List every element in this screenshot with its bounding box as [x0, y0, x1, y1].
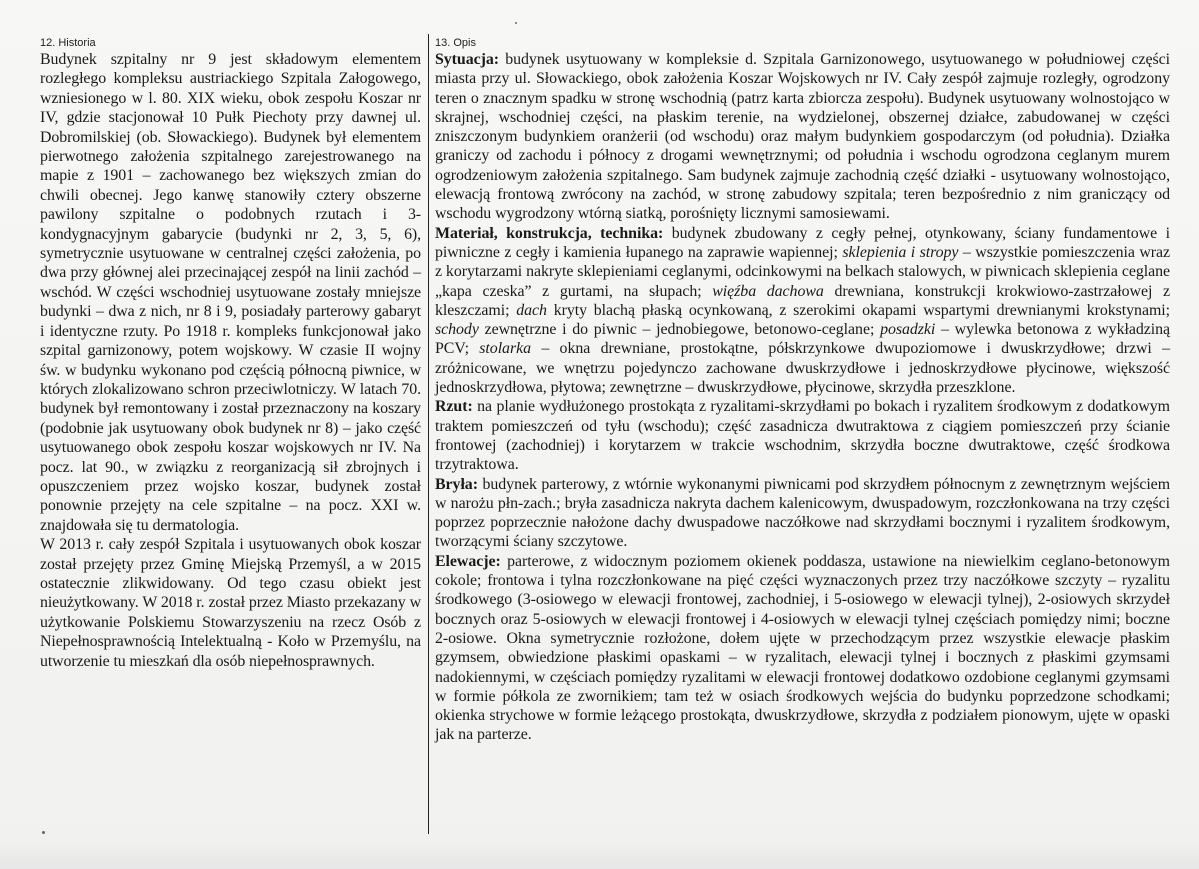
- material-term-schody: schody: [435, 321, 479, 339]
- elewacje-label: Elewacje:: [435, 552, 501, 570]
- description-column: [435, 36, 1170, 745]
- history-heading: 12. Historia: [40, 37, 96, 49]
- history-body: [40, 50, 421, 671]
- elewacje-text: parterowe, z widocznym poziomem okienek poddasza, ustawione na niewielkim ceglano-betonowym cokole; frontowa i tylna rozczłonkowane na pięć części wyznaczonych przez trzy naczółkowe szczyty – ryzalitu środkowego (3-osiowego w elewacji frontowej, zachodniej, i 5-osiowego w elewacji tylnej), 2-osiowych skrzydeł bocznych oraz 5-osiowych w elewacji frontowej i 4-osiowych w elewacji tylnej częściach pomiędzy nimi; boczne 2-osiowe. Okna symetrycznie rozłożone, dołem ujęte w przechodzącym przez wszystkie elewacje płaskim gzymsem, obwiedzione płaskimi opaskami – w ryzalitach, elewacji tylnej i bocznych z płaskimi gzymsami nadokiennymi, w częściach pomiędzy ryzalitami w elewacji frontowej dodatkowo ozdobione ceglanymi gzymsami w formie półkola ze zwornikiem; tam też w osiach środkowych wejścia do budynku poprzedzone schodkami; okienka strychowe w formie leżącego prostokąta, dwuskrzydłowe, skrzydła z podziałem pionowym, ujęte w opaski jak na parterze.: [435, 552, 1170, 744]
- sytuacja-text: budynek usytuowany w kompleksie d. Szpitala Garnizonowego, usytuowanego w południowej części miasta przy ul. Słowackiego, obok założenia Koszar Wojskowych nr IV. Cały zespół zajmuje rozległy, ogrodzony teren o znacznym spadku w stronę wschodnią (patrz karta zbiorcza zespołu). Budynek usytuowany wolnostojąco w skrajnej, wschodniej części, na płaskim terenie, na wydzielonej, obszernej działce, zabudowanej w części zniszczonym budynkiem oranżerii (od wschodu) oraz małym budynkiem gospodarczym (od południa). Działka graniczy od zachodu i północy z drogami wewnętrznymi; od południa i wschodu ogrodzona ceglanym murem ogrodzeniowym założenia szpitalnego. Sam budynek zajmuje zachodnią część działki - usytuowany wolnostojąco, elewacją frontową zwrócony na zachód, w stronę zabudowy szpitala; teren bezpośrednio z nim graniczący od wschodu wygrodzony wtórną siatką, porośnięty licznymi samosiewami.: [435, 51, 1170, 223]
- material-term-posadzki: posadzki: [880, 321, 936, 339]
- rzut-label: Rzut:: [435, 398, 473, 416]
- material-term-stolarka: stolarka: [479, 340, 531, 358]
- material-text-5: zewnętrzne i do piwnic – jednobiegowe, betonowo-ceglane;: [478, 321, 881, 339]
- material-text-4: kryty blachą płaską ocynkowaną, z szerokimi okapami wspartymi drewnianymi krokstynami;: [546, 301, 1170, 319]
- material-label: Materiał, konstrukcja, technika:: [435, 224, 664, 242]
- sytuacja-label: Sytuacja:: [435, 51, 499, 68]
- material-term-dach: dach: [516, 301, 547, 319]
- rzut-text: na planie wydłużonego prostokąta z ryzalitami-skrzydłami po bokach i ryzalitem środkowym z dodatkowym traktem pomieszczeń od tyłu (wschodu); część zasadnicza dwutraktowa z ciągiem pomieszczeń przy ścianie frontowej (zachodniej) i korytarzem w trakcie wschodnim, skrzydła boczne dwutraktowe, część środkowa trzytraktowa.: [435, 398, 1170, 474]
- material-text-3: drewniana, konstrukcji krokwiowo-zastrzałowej z kleszczami;: [435, 282, 1170, 319]
- page-bottom-edge: [0, 841, 1199, 869]
- bryla-paragraph: [435, 475, 1170, 552]
- material-term-wiezba: więźba dachowa: [712, 282, 824, 300]
- scan-speck: [515, 22, 517, 24]
- elewacje-paragraph: [435, 552, 1170, 745]
- material-text-1: budynek zbudowany z cegły pełnej, otynkowany, ściany fundamentowe i piwniczne z cegły i kamienia łupanego na zaprawie wapiennej;: [435, 224, 1170, 261]
- rzut-paragraph: [435, 397, 1170, 474]
- sytuacja-paragraph: [435, 50, 1170, 224]
- column-divider: [428, 34, 429, 834]
- material-term-sklepienia: sklepienia i stropy: [842, 243, 959, 261]
- material-text-2: – wszystkie pomieszczenia wraz z korytarzami nakryte sklepieniami ceglanymi, odcinkowymi na belkach stalowych, w piwnicach sklepienia ceglane „kapa czeska” z gurtami, na słupach;: [435, 243, 1170, 300]
- material-paragraph: [435, 224, 1170, 398]
- scan-speck: [42, 831, 45, 834]
- material-text-6: – wylewka betonowa z wykładziną PCV;: [435, 321, 1170, 358]
- bryla-label: Bryła:: [435, 475, 478, 493]
- history-column: [40, 36, 421, 671]
- description-heading: 13. Opis: [435, 37, 476, 49]
- bryla-text: budynek parterowy, z wtórnie wykonanymi piwnicami pod skrzydłem północnym z zewnętrznym wejściem w narożu płn-zach.; bryła zasadnicza nakryta dachem kalenicowym, dwuspadowym, rozczłonkowana na trzy części poprzez poprzecznie nałożone dachy dwuspadowe naczółkowe nad skrzydłami bocznymi i ryzalitem środkowym, tworzącymi ściany szczytowe.: [435, 475, 1170, 551]
- description-body: [435, 50, 1170, 745]
- material-text-7: – okna drewniane, prostokątne, półskrzynkowe dwupoziomowe i dwuskrzydłowe; drzwi – zróżnicowane, we wnętrzu pojedynczo zachowane dwuskrzydłowe i jednoskrzydłowe płycinowe, większość jednoskrzydłowa, płytowa; zewnętrzne – dwuskrzydłowe, płycinowe, skrzydła przeszklone.: [435, 340, 1171, 397]
- history-paragraph-1: Budynek szpitalny nr 9 jest składowym elementem rozległego kompleksu austriackiego Szpitala Załogowego, wzniesionego w l. 80. XIX wieku, obok zespołu Koszar nr IV, gdzie stacjonował 10 Pułk Piechoty przy dawnej ul. Dobromilskiej (ob. Słowackiego). Budynek był elementem pierwotnego założenia szpitalnego zarejestrowanego na mapie z 1901 – zachowanego bez większych zmian do chwili obecnej. Jego kanwę stanowiły cztery obszerne pawilony szpitalne o podobnych rzutach i 3-kondygnacyjnym gabarycie (budynki nr 2, 3, 5, 6), symetrycznie usytuowane w centralnej części założenia, po dwa przy głównej alei przecinającej zespół na linii zachód –wschód. W części wschodniej usytuowane zostały mniejsze budynki – dwa z nich, nr 8 i 9, posiadały parterowy gabaryt i identyczne rzuty. Po 1918 r. kompleks funkcjonował jako szpital garnizonowy, potem wojskowy. W czasie II wojny św. w budynku wykonano pod częścią północną piwnice, w których zlokalizowano schron przeciwlotniczy. W latach 70. budynek był remontowany i został przeznaczony na koszary (podobnie jak usytuowany obok budynek nr 8) – jako część usytuowanego obok zespołu koszar wojskowych nr IV. Na pocz. lat 90., w związku z reorganizacją sił zbrojnych i opuszczeniem przez wojsko koszar, budynek został ponownie przejęty na cele szpitalne – na pocz. XXI w. znajdowała się tu dermatologia.: [40, 51, 421, 534]
- history-paragraph-2: W 2013 r. cały zespół Szpitala i usytuowanych obok koszar został przejęty przez Gminę Miejską Przemyśl, a w 2015 ostatecznie zlikwidowany. Od tego czasu obiekt jest nieużytkowany. W 2018 r. został przez Miasto przekazany w użytkowanie Polskiemu Stowarzyszeniu na rzecz Osób z Niepełnosprawnością Intelektualną - Koło w Przemyślu, na utworzenie tu mieszkań dla osób niepełnosprawnych.: [40, 536, 421, 670]
